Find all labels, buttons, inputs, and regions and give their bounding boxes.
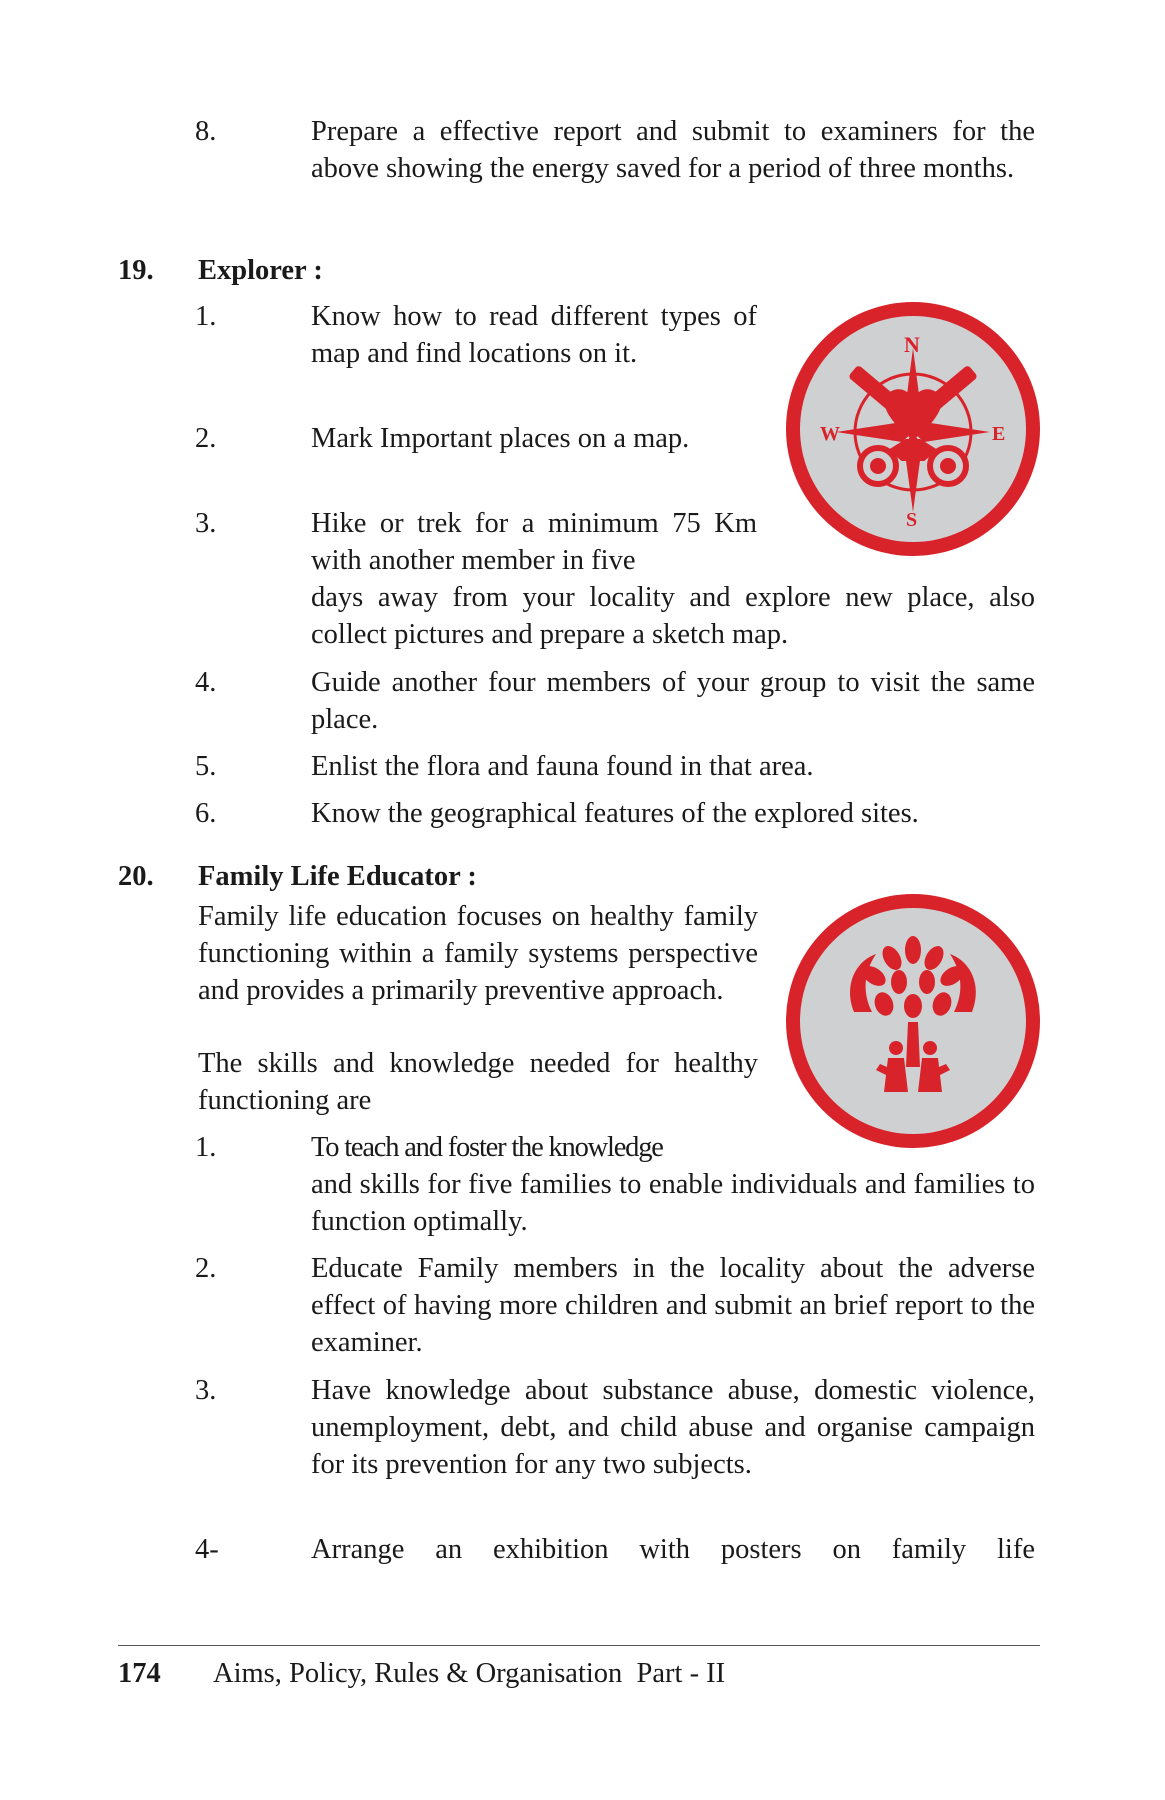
svg-text:W: W — [820, 423, 840, 445]
list-item — [195, 795, 1035, 832]
list-item — [195, 1129, 1035, 1166]
item-text: Educate Family members in the locality about the adverse effect of having more children and submit an brief report to the examiner. — [311, 1253, 1035, 1358]
item-number: 2. — [195, 423, 217, 454]
tree-family-badge-icon — [784, 892, 1042, 1150]
list-item — [195, 1250, 1035, 1361]
intro-paragraph-2: The skills and knowledge needed for healthy functioning are — [198, 1048, 758, 1116]
list-item — [195, 505, 1035, 579]
svg-text:E: E — [992, 423, 1006, 445]
item-text: days away from your locality and explore new place, also collect pictures and prepare a sketch map. — [311, 582, 1035, 650]
item-text: Know the geographical features of the explored sites. — [311, 798, 919, 829]
item-text: and skills for five families to enable individuals and families to function optimally. — [311, 1169, 1035, 1237]
item-number: 4. — [195, 667, 217, 698]
item-text: Prepare a effective report and submit to examiners for the above showing the energy saved for a period of three months. — [311, 116, 1035, 184]
item-number: 6. — [195, 798, 217, 829]
item-number: 8. — [195, 116, 217, 147]
item-text: Have knowledge about substance abuse, domestic violence, unemployment, debt, and child abuse and organise campaign for its prevention for any two subjects. — [311, 1375, 1035, 1480]
list-item — [195, 1372, 1035, 1483]
svg-text:S: S — [906, 509, 918, 531]
item-text: Hike or trek for a minimum 75 Km with another member in five — [311, 508, 757, 576]
list-item — [195, 113, 1035, 187]
section-number: 19. — [118, 255, 154, 286]
item-text: Enlist the flora and fauna found in that area. — [311, 751, 814, 782]
item-number: 5. — [195, 751, 217, 782]
item-number: 4- — [195, 1534, 219, 1565]
list-item — [195, 298, 1035, 372]
section-number: 20. — [118, 861, 154, 892]
item-text: Mark Important places on a map. — [311, 423, 690, 454]
item-number: 1. — [195, 301, 217, 332]
item-text: Arrange an exhibition with posters on family life — [311, 1534, 1035, 1565]
list-item — [195, 1531, 1035, 1568]
item-text: To teach and foster the knowledge — [311, 1132, 663, 1163]
list-item — [195, 420, 1035, 457]
svg-text:N: N — [904, 332, 920, 357]
item-number: 1. — [195, 1132, 217, 1163]
list-item-continuation — [195, 579, 1035, 653]
list-item-continuation — [195, 1166, 1035, 1240]
item-number: 2. — [195, 1253, 217, 1284]
section-title: Family Life Educator : — [198, 861, 477, 892]
list-item — [195, 664, 1035, 738]
intro-paragraph: Family life education focuses on healthy family functioning within a family systems perspective and provides a primarily preventive approach. — [198, 901, 758, 1006]
list-item — [195, 748, 1035, 785]
item-text: Know how to read different types of map and find locations on it. — [311, 301, 757, 369]
item-number: 3. — [195, 1375, 217, 1406]
footer-divider — [118, 1645, 1040, 1646]
item-number: 3. — [195, 508, 217, 539]
page-number: 174 — [118, 1658, 161, 1689]
item-text: Guide another four members of your group to visit the same place. — [311, 667, 1035, 735]
section-title: Explorer : — [198, 255, 323, 286]
running-footer-title: Aims, Policy, Rules & Organisation Part - II — [213, 1658, 726, 1689]
